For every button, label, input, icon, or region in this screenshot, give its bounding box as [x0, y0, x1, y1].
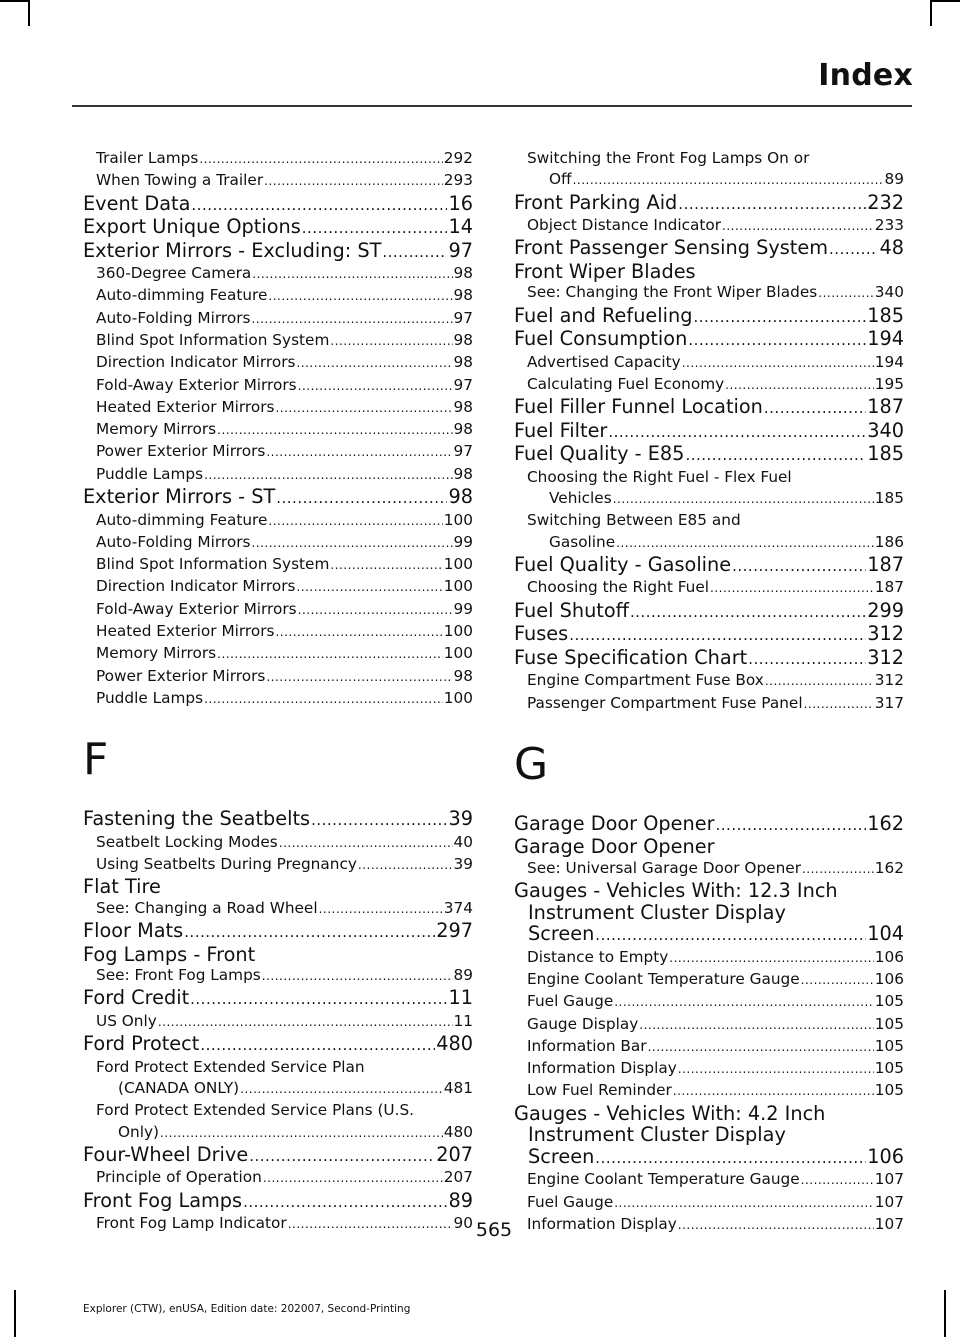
index-subentry-line: Ford Protect Extended Service Plan [96, 1057, 365, 1076]
index-subentry[interactable]: Choosing the Right Fuel ..... 187 [514, 577, 904, 599]
index-subentry[interactable]: Gauge Display ..... 105 [514, 1014, 904, 1036]
index-heading: Fog Lamps - Front [83, 942, 256, 966]
index-subentry[interactable]: Off ..... 89 [514, 169, 904, 191]
header-rule [72, 105, 912, 107]
index-subentry[interactable]: Object Distance Indicator ..... 233 [514, 215, 904, 237]
page-number: 565 [475, 1219, 513, 1241]
index-entry[interactable]: Fuel Consumption ..... 194 [514, 328, 904, 352]
index-heading: Gauges - Vehicles With: 12.3 Inch [514, 879, 838, 903]
index-subentry[interactable]: Heated Exterior Mirrors ..... 100 [83, 621, 473, 643]
index-subentry-line: Switching Between E85 and [527, 511, 741, 530]
index-subentry[interactable]: Power Exterior Mirrors ..... 98 [83, 666, 473, 688]
index-subentry[interactable]: Information Display ..... 107 [514, 1214, 904, 1236]
index-subentry[interactable]: Principle of Operation ..... 207 [83, 1167, 473, 1189]
index-subentry[interactable]: Memory Mirrors ..... 100 [83, 643, 473, 665]
index-subentry[interactable]: Low Fuel Reminder ..... 105 [514, 1080, 904, 1102]
index-subentry[interactable]: Blind Spot Information System ..... 98 [83, 330, 473, 352]
index-entry[interactable]: Fuel Quality - Gasoline ..... 187 [514, 554, 904, 578]
index-entry[interactable]: Exterior Mirrors - Excluding: ST ..... 97 [83, 240, 473, 264]
index-entry[interactable]: Fuses ..... 312 [514, 623, 904, 647]
index-subentry[interactable]: Heated Exterior Mirrors ..... 98 [83, 397, 473, 419]
index-subentry[interactable]: When Towing a Trailer ..... 293 [83, 170, 473, 192]
index-subentry[interactable]: Advertised Capacity ..... 194 [514, 352, 904, 374]
index-subentry[interactable]: Passenger Compartment Fuse Panel ..... 317 [514, 693, 904, 715]
index-subentry[interactable]: (CANADA ONLY) ..... 481 [83, 1078, 473, 1100]
crop-mark-top-left-vertical [28, 0, 30, 26]
index-subentry[interactable]: Direction Indicator Mirrors ..... 100 [83, 576, 473, 598]
section-letter-f: F [83, 734, 109, 786]
index-entry[interactable]: Ford Credit ..... 11 [83, 987, 473, 1011]
index-heading: Garage Door Opener [514, 835, 715, 859]
index-subentry[interactable]: Information Bar ..... 105 [514, 1036, 904, 1058]
index-entry[interactable]: Screen ..... 106 [514, 1146, 904, 1170]
crop-mark-top-left [0, 0, 28, 2]
index-subentry[interactable]: Fuel Gauge ..... 107 [514, 1192, 904, 1214]
index-subentry[interactable]: Only) ..... 480 [83, 1122, 473, 1144]
index-entry[interactable]: Fuse Specification Chart ..... 312 [514, 647, 904, 671]
page-title: Index [818, 58, 913, 93]
index-entry[interactable]: Garage Door Opener ..... 162 [514, 813, 904, 837]
index-subentry-line: Switching the Front Fog Lamps On or [527, 149, 810, 167]
crop-mark-top-right [932, 0, 960, 2]
index-subentry[interactable]: Engine Compartment Fuse Box ..... 312 [514, 670, 904, 692]
crop-mark-bottom-right [944, 1290, 946, 1337]
index-subentry[interactable]: See: Changing a Road Wheel ..... 374 [83, 898, 473, 920]
index-entry[interactable]: Event Data ..... 16 [83, 193, 473, 217]
index-subentry[interactable]: Engine Coolant Temperature Gauge ..... 106 [514, 969, 904, 991]
index-subentry[interactable]: Seatbelt Locking Modes ..... 40 [83, 832, 473, 854]
index-entry[interactable]: Fuel Shutoff ..... 299 [514, 600, 904, 624]
index-subentry[interactable]: See: Changing the Front Wiper Blades ..... 340 [514, 282, 904, 304]
index-column-left [83, 148, 473, 1236]
index-subentry[interactable]: Puddle Lamps ..... 100 [83, 688, 473, 710]
index-subentry[interactable]: Gasoline ..... 186 [514, 532, 904, 554]
index-subentry[interactable]: Fold-Away Exterior Mirrors ..... 97 [83, 375, 473, 397]
index-subentry[interactable]: Power Exterior Mirrors ..... 97 [83, 441, 473, 463]
index-subentry[interactable]: See: Universal Garage Door Opener ..... 162 [514, 858, 904, 880]
index-entry[interactable]: Fastening the Seatbelts ..... 39 [83, 808, 473, 832]
index-subentry[interactable]: Memory Mirrors ..... 98 [83, 419, 473, 441]
index-subentry[interactable]: Front Fog Lamp Indicator ..... 90 [83, 1213, 473, 1235]
index-entry[interactable]: Front Fog Lamps ..... 89 [83, 1190, 473, 1214]
index-entry[interactable]: Fuel Filter ..... 340 [514, 420, 904, 444]
index-entry[interactable]: Front Passenger Sensing System ..... 48 [514, 237, 904, 261]
index-entry[interactable]: Fuel and Refueling ..... 185 [514, 305, 904, 329]
index-subentry[interactable]: Fold-Away Exterior Mirrors ..... 99 [83, 599, 473, 621]
index-subentry[interactable]: Puddle Lamps ..... 98 [83, 464, 473, 486]
index-subentry[interactable]: Trailer Lamps ..... 292 [83, 148, 473, 170]
index-subentry-line: Choosing the Right Fuel - Flex Fuel [527, 467, 792, 486]
index-subentry[interactable]: US Only ..... 11 [83, 1011, 473, 1033]
index-subentry[interactable]: Distance to Empty ..... 106 [514, 947, 904, 969]
index-subentry[interactable]: Information Display ..... 105 [514, 1058, 904, 1080]
index-subentry[interactable]: Direction Indicator Mirrors ..... 98 [83, 352, 473, 374]
index-entry[interactable]: Ford Protect ..... 480 [83, 1033, 473, 1057]
index-heading: Flat Tire [83, 875, 161, 899]
index-subentry[interactable]: Auto-dimming Feature ..... 98 [83, 285, 473, 307]
index-subentry[interactable]: Fuel Gauge ..... 105 [514, 991, 904, 1013]
index-entry[interactable]: Front Parking Aid ..... 232 [514, 192, 904, 216]
index-subentry[interactable]: Auto-dimming Feature ..... 100 [83, 510, 473, 532]
index-entry[interactable]: Exterior Mirrors - ST ..... 98 [83, 486, 473, 510]
index-subentry[interactable]: Engine Coolant Temperature Gauge ..... 107 [514, 1169, 904, 1191]
index-entry[interactable]: Fuel Quality - E85 ..... 185 [514, 443, 904, 467]
index-subentry[interactable]: Vehicles ..... 185 [514, 488, 904, 510]
index-subentry[interactable]: Blind Spot Information System ..... 100 [83, 554, 473, 576]
index-subentry-line: Ford Protect Extended Service Plans (U.S. [96, 1101, 415, 1120]
index-subentry[interactable]: Auto-Folding Mirrors ..... 99 [83, 532, 473, 554]
index-entry[interactable]: Screen ..... 104 [514, 923, 904, 947]
index-entry[interactable]: Four-Wheel Drive ..... 207 [83, 1144, 473, 1168]
index-heading-line: Instrument Cluster Display [528, 1123, 786, 1147]
crop-mark-bottom-left [14, 1290, 16, 1337]
index-subentry[interactable]: See: Front Fog Lamps ..... 89 [83, 965, 473, 987]
crop-mark-top-right-vertical [930, 0, 932, 26]
edition-footer: Explorer (CTW), enUSA, Edition date: 202007, Second-Printing [83, 1303, 411, 1315]
index-subentry[interactable]: Using Seatbelts During Pregnancy ..... 39 [83, 854, 473, 876]
index-entry[interactable]: Floor Mats ..... 297 [83, 920, 473, 944]
index-column-right [514, 148, 904, 1236]
index-subentry[interactable]: 360-Degree Camera ..... 98 [83, 263, 473, 285]
index-subentry[interactable]: Auto-Folding Mirrors ..... 97 [83, 308, 473, 330]
index-heading: Gauges - Vehicles With: 4.2 Inch [514, 1101, 826, 1125]
index-heading-line: Instrument Cluster Display [528, 900, 786, 924]
index-entry[interactable]: Export Unique Options ..... 14 [83, 216, 473, 240]
section-letter-g: G [514, 738, 549, 790]
index-entry[interactable]: Fuel Filler Funnel Location ..... 187 [514, 396, 904, 420]
index-heading: Front Wiper Blades [514, 259, 696, 283]
index-subentry[interactable]: Calculating Fuel Economy ..... 195 [514, 374, 904, 396]
